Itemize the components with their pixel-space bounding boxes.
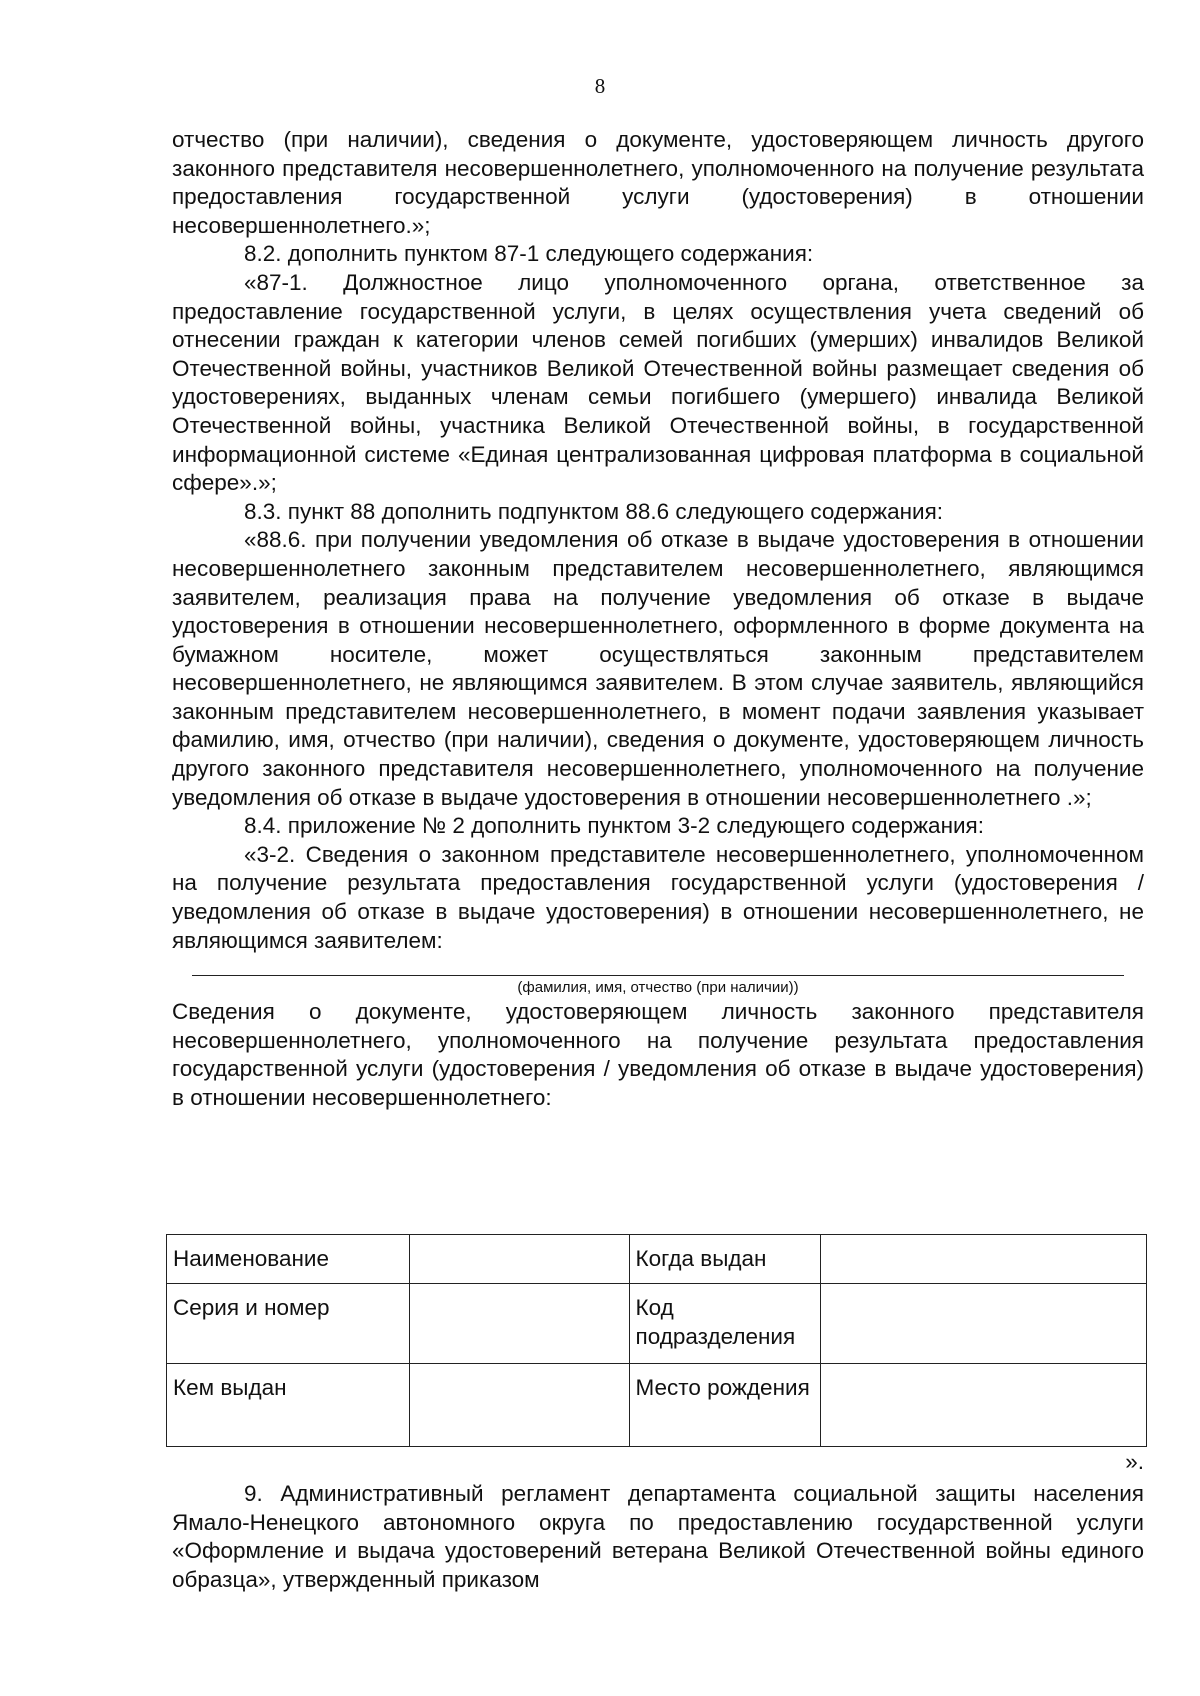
paragraph-continuation: отчество (при наличии), сведения о документе, удостоверяющем личность другого законного представителя несовершеннолетнего, уполномоченного на получение результата предоставления государственной услуги (удостоверения) в отношении несовершеннолетнего.»; [172,127,1144,238]
signature-caption: (фамилия, имя, отчество (при наличии)) [517,979,799,997]
paragraph-3-2: «3-2. Сведения о законном представителе несовершеннолетнего, уполномоченном на получение результата предоставления государственной услуги (удостоверения / уведомления об отказе в выдаче удостоверения) в отношении несовершеннолетнего, не являющимся заявителем: [172,841,1144,953]
table-cell-issuer-value [409,1364,629,1447]
table-cell-division-code-value [821,1284,1147,1364]
table-cell-series-label: Серия и номер [167,1284,410,1364]
table-cell-division-code-label: Код подразделения [629,1284,821,1364]
table-row [167,1364,1147,1447]
paragraph-8-4: 8.4. приложение № 2 дополнить пунктом 3-2 следующего содержания: [244,813,984,839]
document-body [172,126,1144,1113]
document-details-table [166,1234,1147,1447]
table-cell-issuer-label: Кем выдан [167,1364,410,1447]
table-cell-birthplace-label: Место рождения [629,1364,821,1447]
table-cell-name-value [409,1235,629,1284]
table-cell-series-value [409,1284,629,1364]
paragraph-88-6: «88.6. при получении уведомления об отказе в выдаче удостоверения в отношении несовершеннолетнего законным представителем несовершеннолетнего, являющимся заявителем, реализация права на получение уведомления об отказе в выдаче удостоверения в отношении несовершеннолетнего, оформленного в форме документа на бумажном носителе, может осуществляться законным представителем несовершеннолетнего, не являющимся заявителем. В этом случае заявитель, являющийся законным представителем несовершеннолетнего, в момент подачи заявления указывает фамилию, имя, отчество (при наличии), сведения о документе, удостоверяющем личность другого законного представителя несовершеннолетнего, уполномоченного на получение уведомления об отказе в выдаче удостоверения в отношении несовершеннолетнего .»; [172,527,1144,810]
paragraph-9: 9. Административный регламент департамента социальной защиты населения Ямало-Ненецкого автономного округа по предоставлению государственной услуги «Оформление и выдача удостоверений ветерана Великой Отечественной войны единого образца», утвержденный приказом [172,1481,1144,1592]
closing-quote-mark: ». [1125,1449,1144,1474]
table-cell-birthplace-value [821,1364,1147,1447]
paragraph-8-2: 8.2. дополнить пунктом 87-1 следующего содержания: [244,241,814,267]
document-info-text: Сведения о документе, удостоверяющем личность законного представителя несовершеннолетнего, уполномоченного на получение результата предоставления государственной услуги (удостоверения / уведомления об отказе в выдаче удостоверения) в отношении несовершеннолетнего: [172,999,1144,1110]
signature-line [192,975,1124,976]
document-body-continued [172,1480,1144,1594]
table-row [167,1235,1147,1284]
paragraph-87-1: «87-1. Должностное лицо уполномоченного органа, ответственное за предоставление государственной услуги, в целях осуществления учета сведений об отнесении граждан к категории членов семей погибших (умерших) инвалидов Великой Отечественной войны, участников Великой Отечественной войны размещает сведения об удостоверениях, выданных членам семьи погибшего (умершего) инвалида Великой Отечественной войны, участника Великой Отечественной войны, в государственной информационной системе «Единая централизованная цифровая платформа в социальной сфере».»; [172,269,1144,496]
table-cell-issue-date-value [821,1235,1147,1284]
page-number: 8 [594,74,606,98]
table-cell-name-label: Наименование [167,1235,410,1284]
paragraph-8-3: 8.3. пункт 88 дополнить подпунктом 88.6 следующего содержания: [244,498,944,524]
table-cell-issue-date-label: Когда выдан [629,1235,821,1284]
table-row [167,1284,1147,1364]
